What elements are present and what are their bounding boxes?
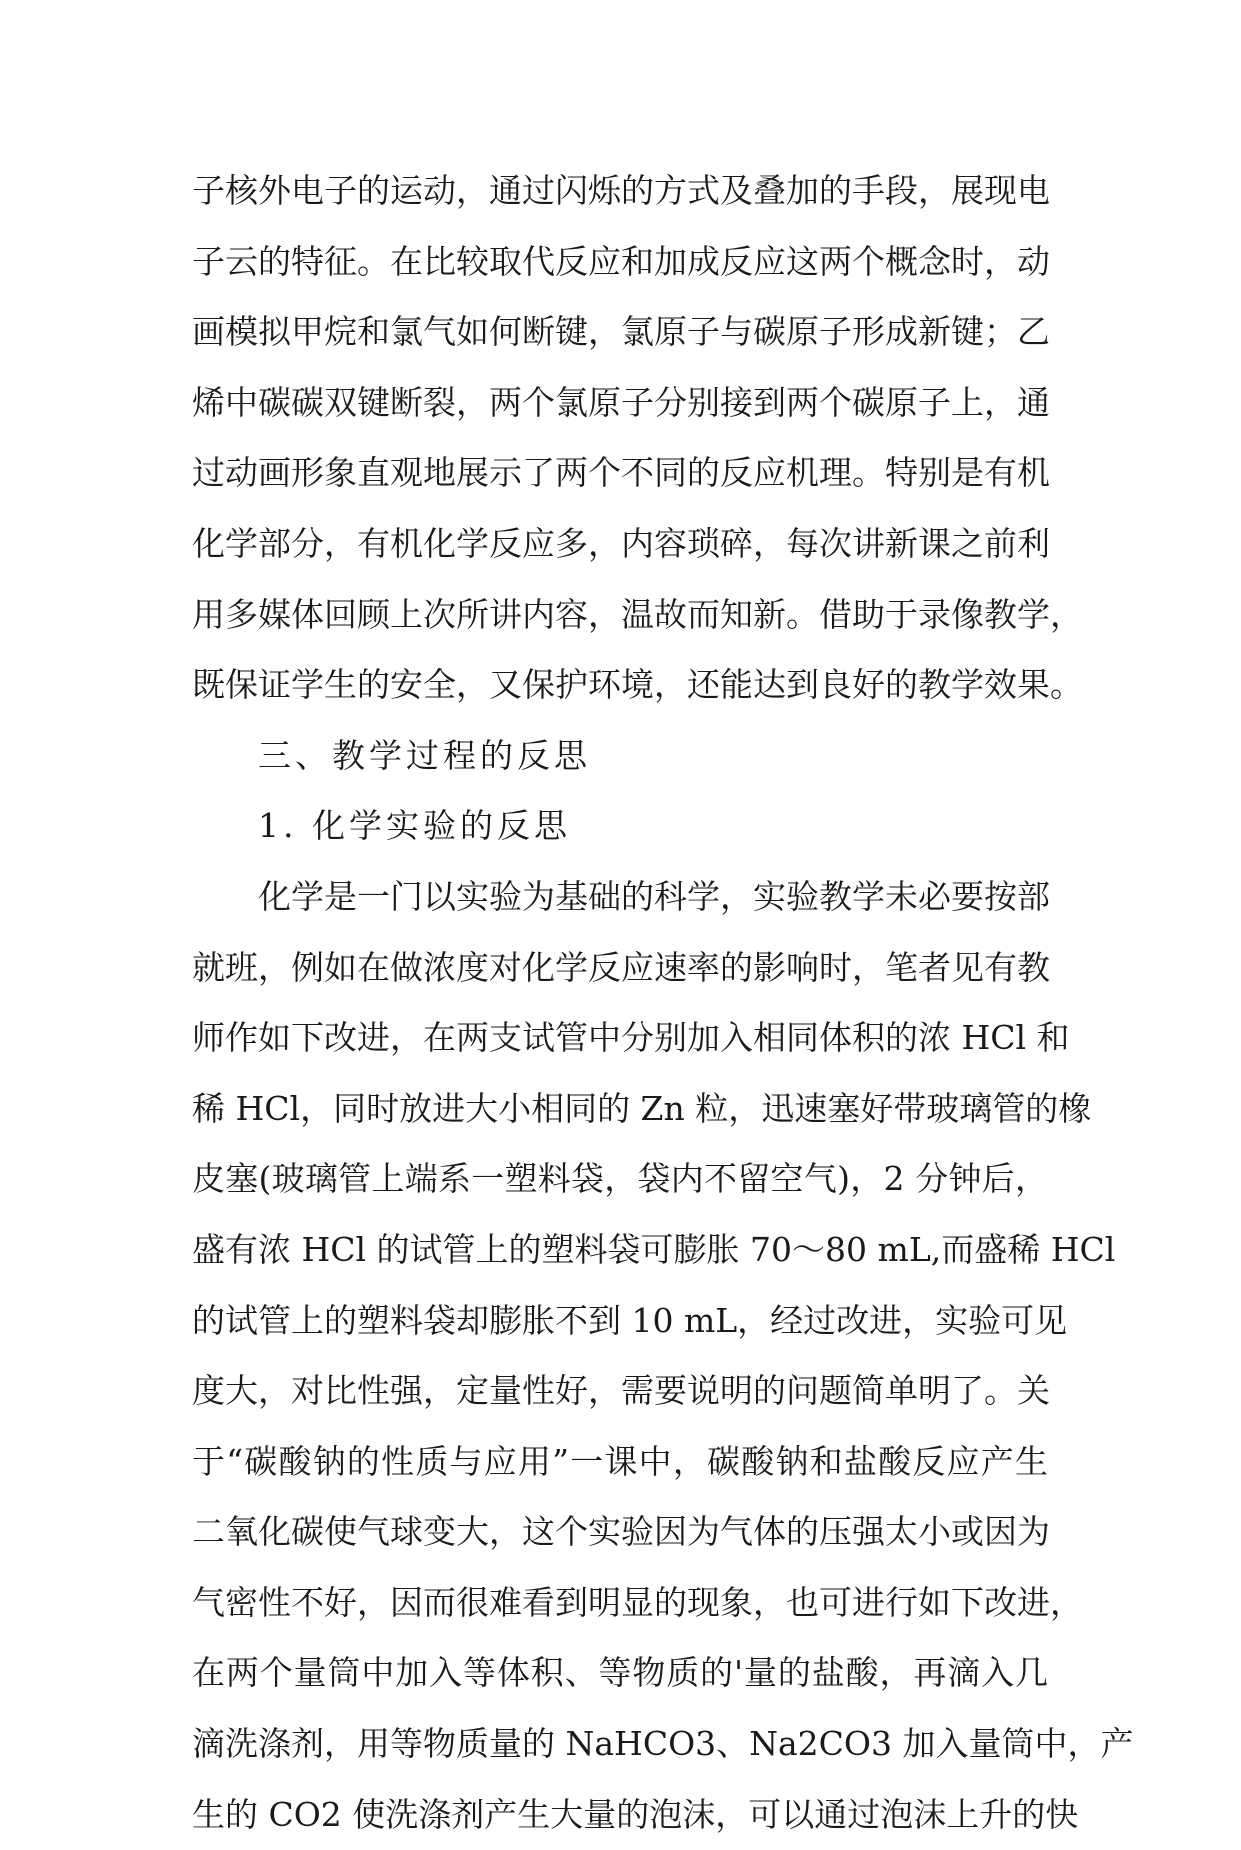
subsection-heading: 1. 化学实验的反思 [258,806,571,846]
text-line: 于“碳酸钠的性质与应用”一课中，碳酸钠和盐酸反应产生 [192,1441,1048,1481]
text-line: 烯中碳碳双键断裂，两个氯原子分别接到两个碳原子上，通 [192,382,1050,422]
text-line: 画模拟甲烷和氯气如何断键，氯原子与碳原子形成新键；乙 [192,312,1050,352]
text-line: 皮塞(玻璃管上端系一塑料袋，袋内不留空气)，2 分钟后， [192,1159,1048,1199]
text-line: 稀 HCl，同时放进大小相同的 Zn 粒，迅速塞好带玻璃管的橡 [192,1088,1092,1128]
text-line: 用多媒体回顾上次所讲内容，温故而知新。借助于录像教学， [192,594,1083,634]
text-line: 师作如下改进，在两支试管中分别加入相同体积的浓 HCl 和 [192,1018,1070,1058]
text-line: 就班，例如在做浓度对化学反应速率的影响时，笔者见有教 [192,947,1050,987]
text-line: 度大，对比性强，定量性好，需要说明的问题简单明了。关 [192,1371,1050,1411]
text-line: 气密性不好，因而很难看到明显的现象，也可进行如下改进， [192,1582,1083,1622]
text-line: 化学是一门以实验为基础的科学，实验教学未必要按部 [258,876,1050,916]
text-line: 化学部分，有机化学反应多，内容琐碎，每次讲新课之前利 [192,523,1050,563]
body-text [192,156,1134,1850]
text-line: 子云的特征。在比较取代反应和加成反应这两个概念时，动 [192,241,1050,281]
text-line: 的试管上的塑料袋却膨胀不到 10 mL，经过改进，实验可见 [192,1300,1068,1340]
text-line: 在两个量筒中加入等体积、等物质的'量的盐酸，再滴入几 [192,1653,1048,1693]
text-line: 滴洗涤剂，用等物质量的 NaHCO3、Na2CO3 加入量筒中，产 [192,1724,1134,1764]
text-line: 子核外电子的运动，通过闪烁的方式及叠加的手段，展现电 [192,171,1050,210]
text-line: 生的 CO2 使洗涤剂产生大量的泡沫，可以通过泡沫上升的快 [192,1794,1079,1834]
text-line: 二氧化碳使气球变大，这个实验因为气体的压强太小或因为 [192,1512,1050,1552]
text-line: 既保证学生的安全，又保护环境，还能达到良好的教学效果。 [192,665,1083,705]
text-line: 盛有浓 HCl 的试管上的塑料袋可膨胀 70～80 mL,而盛稀 HCl [192,1229,1116,1269]
text-line: 过动画形象直观地展示了两个不同的反应机理。特别是有机 [192,453,1050,493]
section-heading: 三、教学过程的反思 [258,735,591,775]
